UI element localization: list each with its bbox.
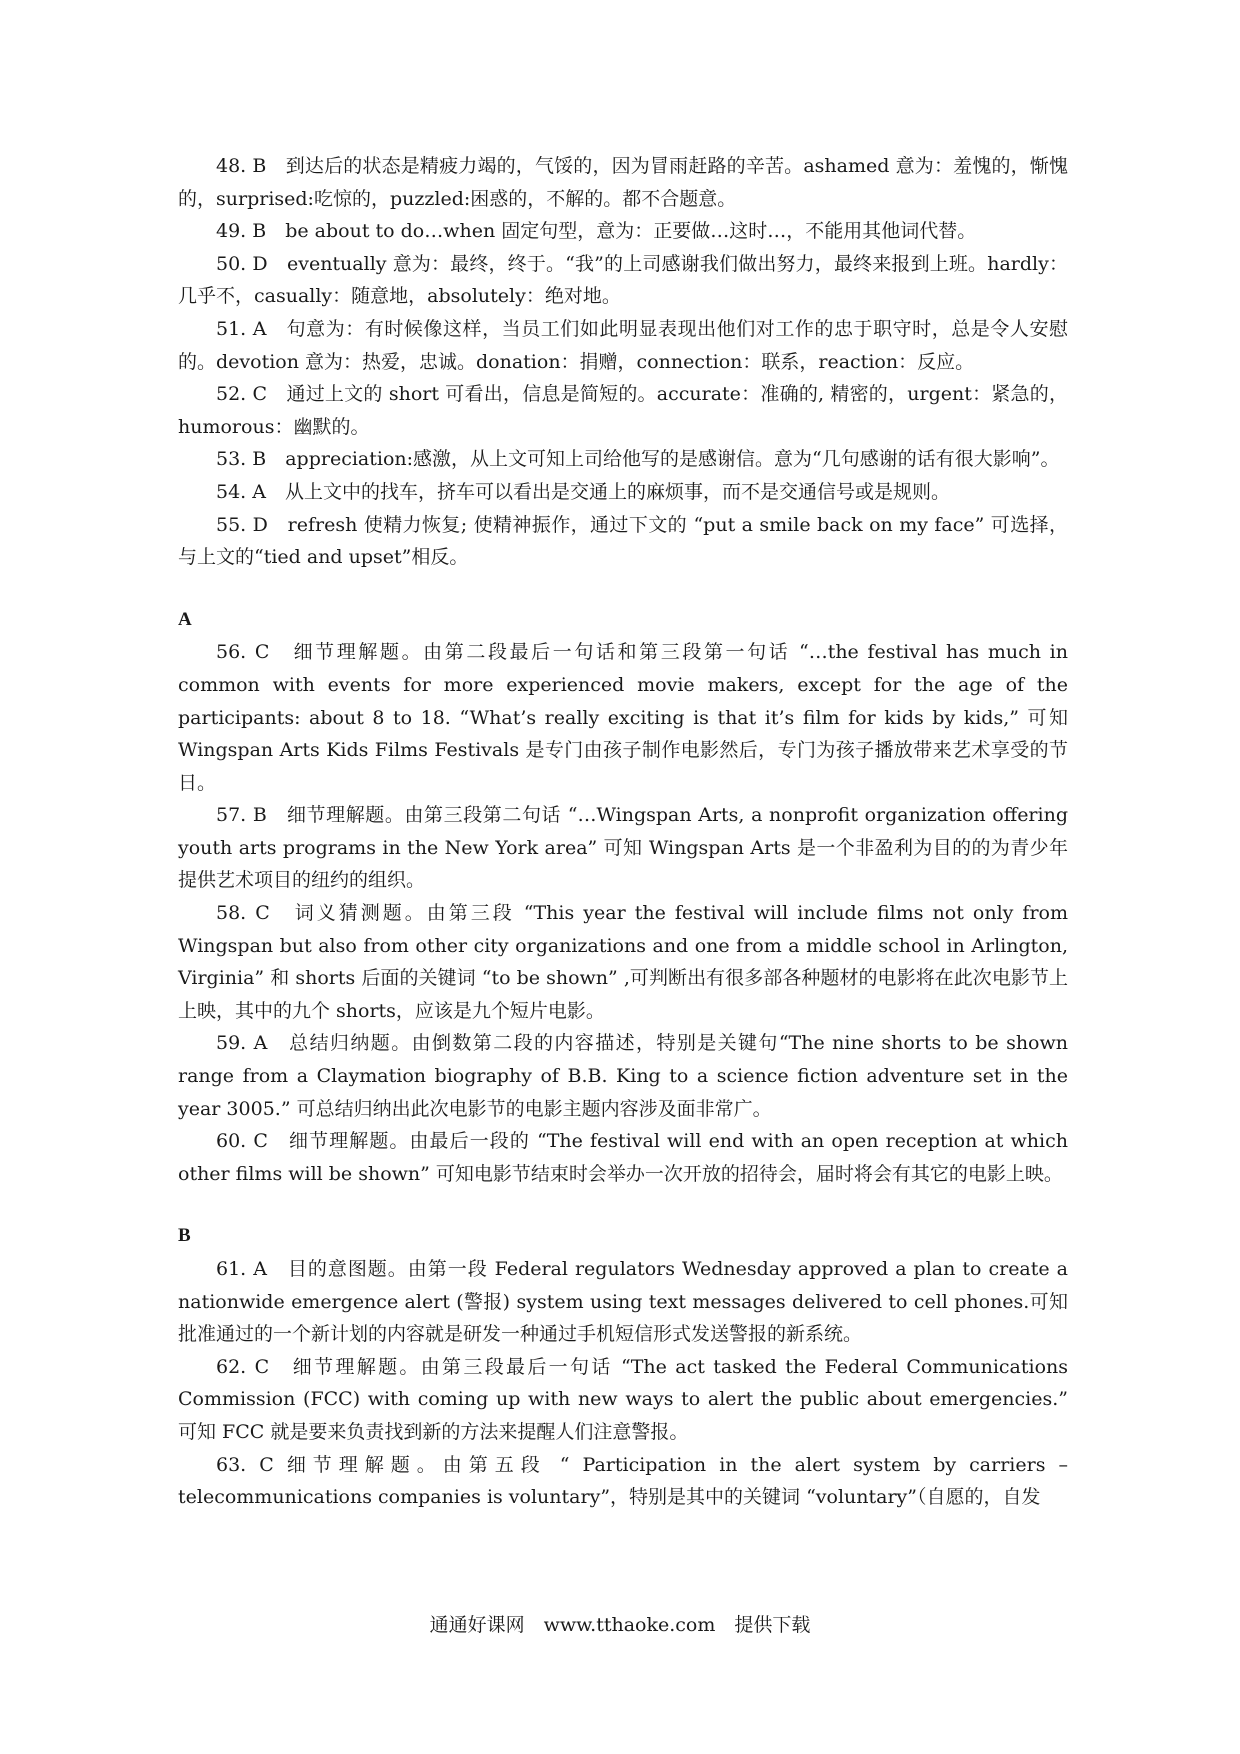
answer-entry-55: 55. D refresh 使精力恢复; 使精神振作，通过下文的 “put a smile back on my face” 可选择，与上文的“tied and upset”相反。	[178, 513, 1068, 569]
answer-entry-63: 63. C 细节理解题。由第五段 “ Participation in the alert system by carriers – telecommunications companies is voluntary”，特别是其中的关键词 “voluntary”（自愿的，自发	[178, 1453, 1068, 1509]
answer-entry-60: 60. C 细节理解题。由最后一段的 “The festival will end with an open reception at which other films will be shown” 可知电影节结束时会举办一次开放的招待会，届时将会有其它的电影上映。	[178, 1130, 1068, 1185]
answer-entry-57: 57. B 细节理解题。由第三段第二句话 “…Wingspan Arts, a nonprofit organization offering youth arts programs in the New York area” 可知 Wingspan Arts 是一个非盈利为目的的为青少年提供艺术项目的纽约的组织。	[178, 804, 1068, 892]
answer-explanations	[178, 150, 1068, 1514]
answer-entry-56: 56. C 细节理解题。由第二段最后一句话和第三段第一句话 “…the festival has much in common with events for more experienced movie makers, except for the age of the participants: about 8 to 18. “What’s really exciting is that it’s film for kids by kids,” 可知 Wingspan Arts Kids Films Festivals 是专门由孩子制作电影然后，专门为孩子播放带来艺术享受的节日。	[178, 641, 1068, 794]
answer-entry-53: 53. B appreciation:感激，从上文可知上司给他写的是感谢信。意为“几句感谢的话有很大影响”。	[216, 448, 1060, 471]
answer-entry-49: 49. B be about to do…when 固定句型，意为：正要做…这时…，不能用其他词代替。	[216, 220, 977, 243]
answer-entry-50: 50. D eventually 意为：最终，终于。“我”的上司感谢我们做出努力，最终来报到上班。hardly：几乎不，casually：随意地，absolutely：绝对地。	[178, 252, 1068, 308]
section-heading: B	[178, 1225, 191, 1247]
answer-entry-61: 61. A 目的意图题。由第一段 Federal regulators Wednesday approved a plan to create a nationwide emergence alert (警报) system using text messages delivered to cell phones.可知批准通过的一个新计划的内容就是研发一种通过手机短信形式发送警报的新系统。	[178, 1258, 1068, 1346]
answer-entry-62: 62. C 细节理解题。由第三段最后一句话 “The act tasked the Federal Communications Commission (FCC) with coming up with new ways to alert the public about emergencies.” 可知 FCC 就是要来负责找到新的方法来提醒人们注意警报。	[178, 1355, 1068, 1443]
answer-entry-51: 51. A 句意为：有时候像这样，当员工们如此明显表现出他们对工作的忠于职守时，总是令人安慰的。devotion 意为：热爱，忠诚。donation：捐赠，connection：联系，reaction：反应。	[178, 317, 1068, 373]
answer-entry-54: 54. A 从上文中的找车，挤车可以看出是交通上的麻烦事，而不是交通信号或是规则。	[216, 480, 950, 503]
answer-entry-59: 59. A 总结归纳题。由倒数第二段的内容描述，特别是关键句“The nine shorts to be shown range from a Claymation biography of B.B. King to a science fiction adventure set in the year 3005.” 可总结归纳出此次电影节的电影主题内容涉及面非常广。	[178, 1032, 1068, 1120]
page-footer: 通通好课网 www.tthaoke.com 提供下载	[429, 1614, 811, 1636]
answer-entry-58: 58. C 词义猜测题。由第三段 “This year the festival will include films not only from Wingspan but also from other city organizations and one from a middle school in Arlington, Virginia” 和 shorts 后面的关键词 “to be shown” ,可判断出有很多部各种题材的电影将在此次电影节上上映，其中的九个 shorts，应该是九个短片电影。	[178, 902, 1068, 1022]
answer-entry-52: 52. C 通过上文的 short 可看出，信息是简短的。accurate：准确的, 精密的，urgent：紧急的，humorous：幽默的。	[178, 383, 1068, 438]
answer-entry-48: 48. B 到达后的状态是精疲力竭的，气馁的，因为冒雨赶路的辛苦。ashamed 意为：羞愧的，惭愧的，surprised:吃惊的，puzzled:困惑的，不解的。都不合题意。	[178, 155, 1068, 210]
section-heading: A	[178, 608, 192, 630]
